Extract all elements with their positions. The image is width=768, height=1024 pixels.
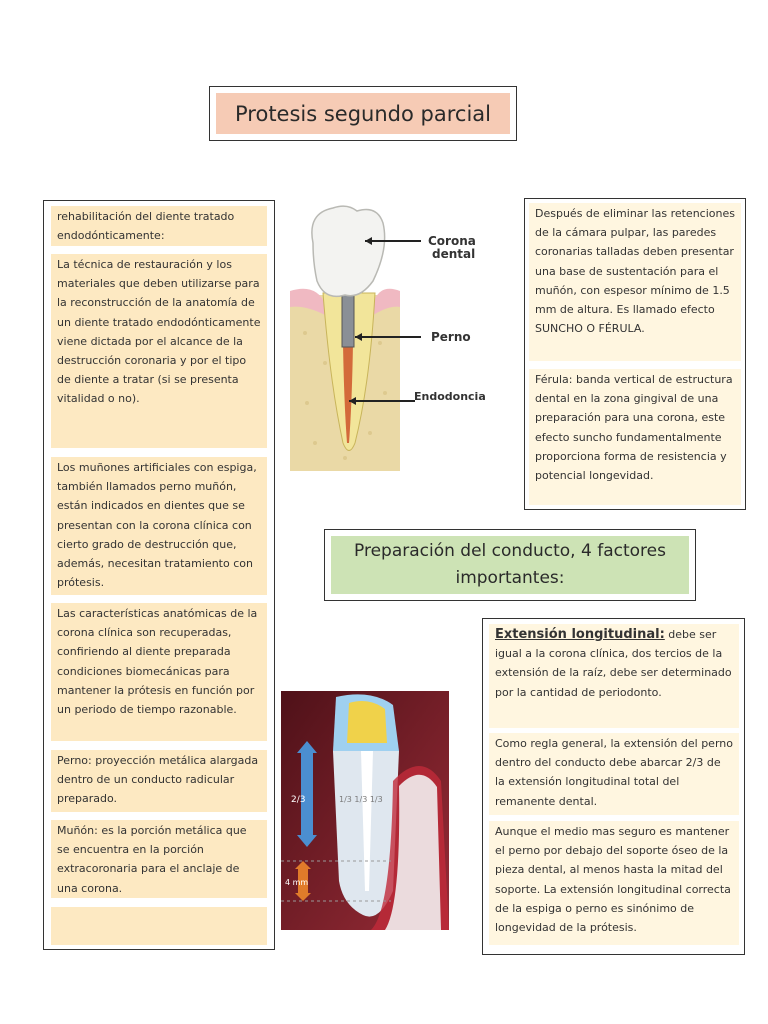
label-corona-2: dental xyxy=(432,247,476,261)
left-note-6: Muñón: es la porción metálica que se encuentra en la porción extracoronaria para el anclaje de una corona. xyxy=(51,820,267,898)
post-shape xyxy=(342,295,354,347)
page-title: Protesis segundo parcial xyxy=(216,93,510,134)
xray-label-two-thirds: 2/3 xyxy=(291,795,306,805)
extension-text: debe ser igual a la corona clínica, dos tercios de la extensión de la raíz, debe ser determinado por la cantidad de periodonto. xyxy=(495,628,732,699)
title-box xyxy=(209,86,517,141)
xray-label-4mm: 4 mm xyxy=(285,878,309,887)
extension-note-2: Como regla general, la extensión del perno dentro del conducto debe abarcar 2/3 de la extensión longitudinal total del remanente dental. xyxy=(489,733,739,815)
tooth-diagram xyxy=(285,203,495,475)
label-endodoncia: Endodoncia xyxy=(414,390,486,403)
left-note-4: Las características anatómicas de la corona clínica son recuperadas, confiriendo al diente preparada condiciones biomecánicas para mantener la prótesis en función por un periodo de tiempo razonable. xyxy=(51,603,267,741)
xray-label-thirds: 1/3 1/3 1/3 xyxy=(339,795,383,804)
left-column xyxy=(43,200,275,950)
left-note-empty xyxy=(51,907,267,945)
left-note-3: Los muñones artificiales con espiga, también llamados perno muñón, están indicados en dientes que se presentan con la corona clínica con cierto grado de destrucción que, además, necesitan tratamiento con prótesis. xyxy=(51,457,267,595)
crown-shape xyxy=(312,206,385,296)
extension-note xyxy=(489,624,739,728)
xray-image xyxy=(281,691,449,930)
extension-title: Extensión longitudinal: xyxy=(495,627,665,642)
label-corona: Corona xyxy=(428,234,476,248)
section-heading: Preparación del conducto, 4 factores importantes: xyxy=(331,536,689,594)
right-bottom-column xyxy=(482,618,745,955)
left-note-1: rehabilitación del diente tratado endodónticamente: xyxy=(51,206,267,246)
xray-core xyxy=(347,701,387,743)
right-top-column xyxy=(524,198,746,510)
section-heading-box xyxy=(324,529,696,601)
left-note-2: La técnica de restauración y los materiales que deben utilizarse para la reconstrucción de la anatomía de un diente tratado endodónticamente viene dictada por el alcance de la destrucción coronaria y por el tipo de diente a tratar (si se presenta vitalidad o no). xyxy=(51,254,267,448)
extension-note-3: Aunque el medio mas seguro es mantener el perno por debajo del soporte óseo de la pieza dental, al menos hasta la mitad del soporte. La extensión longitudinal correcta de la espiga o perno es sinónimo de longevidad de la prótesis. xyxy=(489,821,739,945)
label-perno: Perno xyxy=(431,330,471,344)
left-note-5: Perno: proyección metálica alargada dentro de un conducto radicular preparado. xyxy=(51,750,267,812)
right-note-2: Férula: banda vertical de estructura dental en la zona gingival de una preparación para una corona, este efecto suncho fundamentalmente proporciona forma de resistencia y potencial longevidad. xyxy=(529,369,741,505)
right-note-1: Después de eliminar las retenciones de la cámara pulpar, las paredes coronarias talladas deben presentar una base de sustentación para el muñón, con espesor mínimo de 1.5 mm de altura. Es llamado efecto SUNCHO O FÉRULA. xyxy=(529,203,741,361)
